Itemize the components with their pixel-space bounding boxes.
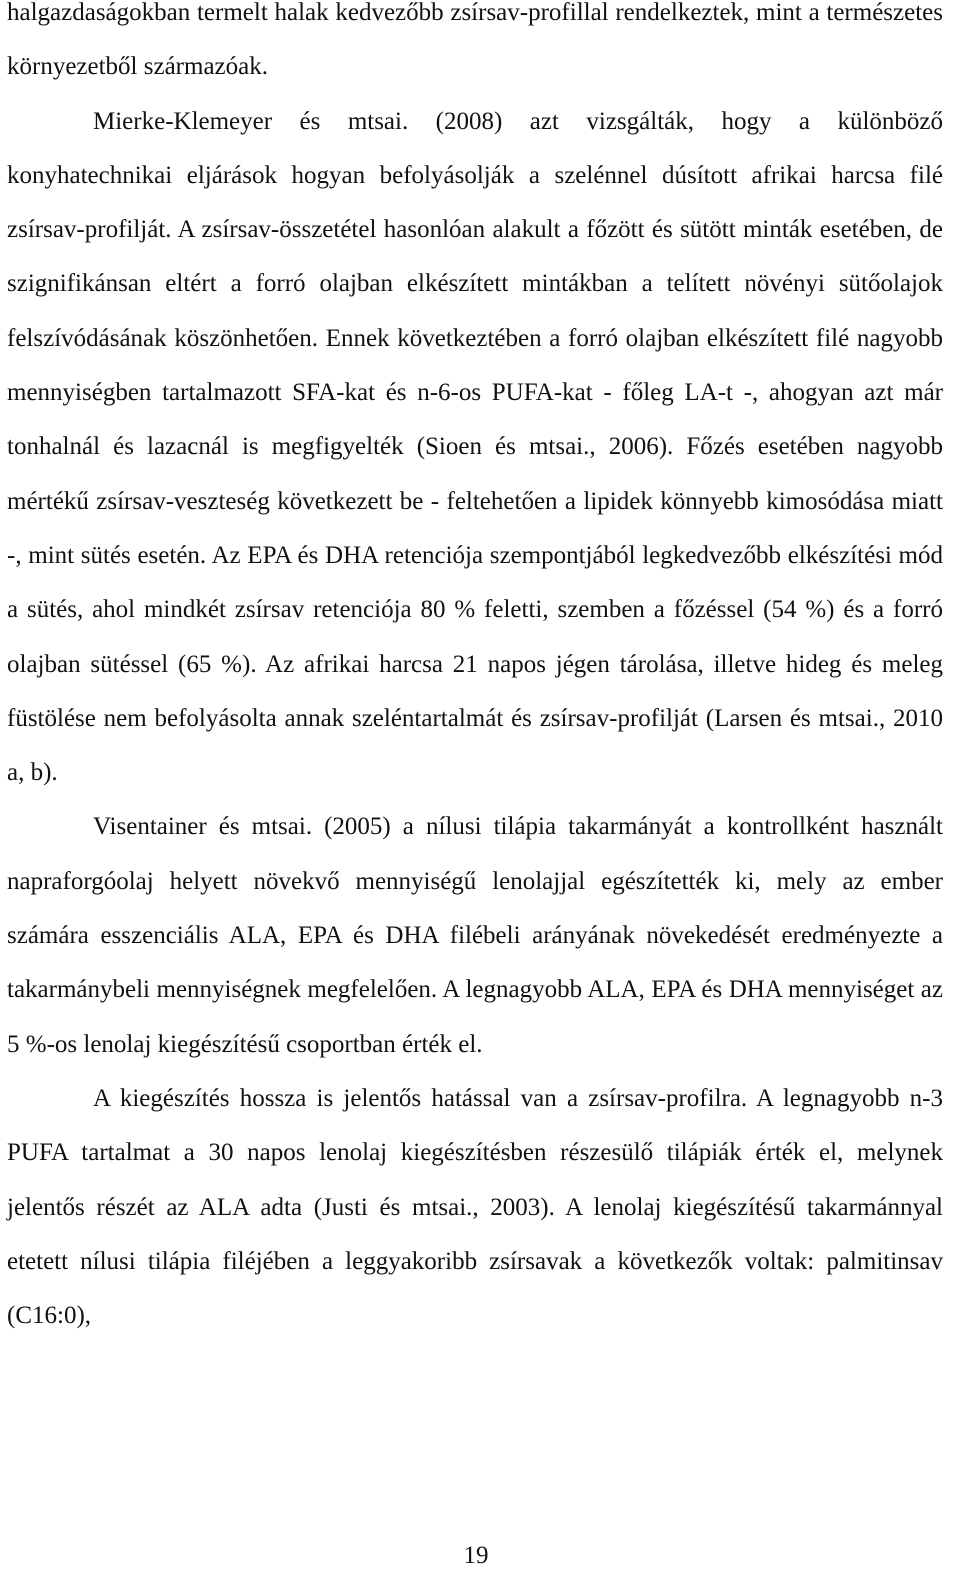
paragraph-visentainer: Visentainer és mtsai. (2005) a nílusi tilápia takarmányát a kontrollként használt napraforgóolaj helyett növekvő mennyiségű lenolajjal egészítették ki, mely az ember számára esszenciális ALA, EPA és DHA filébeli arányának növekedését eredményezte a takarmánybeli mennyiségnek megfelelően. A legnagyobb ALA, EPA és DHA mennyiséget az 5 %-os lenolaj kiegészítésű csoportban érték el. (7, 813, 943, 1058)
paragraph-supplementation-length: A kiegészítés hossza is jelentős hatással van a zsírsav-profilra. A legnagyobb n-3 PUFA tartalmat a 30 napos lenolaj kiegészítésben részesülő tilápiák érték el, melynek jelentős részét az ALA adta (Justi és mtsai., 2003). A lenolaj kiegészítésű takarmánnyal etetett nílusi tilápia filéjében a leggyakoribb zsírsavak a következők voltak: palmitinsav (C16:0), (7, 1084, 943, 1330)
paragraph-continuation: halgazdaságokban termelt halak kedvezőbb zsírsav-profillal rendelkeztek, mint a természetes környezetből származóak. (7, 0, 943, 81)
paragraph-mierke-klemeyer: Mierke-Klemeyer és mtsai. (2008) azt vizsgálták, hogy a különböző konyhatechnikai eljárások hogyan befolyásolják a szelénnel dúsított afrikai harcsa filé zsírsav-profilját. A zsírsav-összetétel hasonlóan alakult a főzött és sütött minták esetében, de szignifikánsan eltért a forró olajban elkészített mintákban a telített növényi sütőolajok felszívódásának köszönhetően. Ennek következtében a forró olajban elkészített filé nagyobb mennyiségben tartalmazott SFA-kat és n-6-os PUFA-kat - főleg LA-t -, ahogyan azt már tonhalnál és lazacnál is megfigyelték (Sioen és mtsai., 2006). Főzés esetében nagyobb mértékű zsírsav-veszteség következett be - feltehetően a lipidek könnyebb kimosódása miatt -, mint sütés esetén. Az EPA és DHA retenciója szempontjából legkedvezőbb elkészítési mód a sütés, ahol mindkét zsírsav retenciója 80 % feletti, szemben a főzéssel (54 %) és a forró olajban sütéssel (65 %). Az afrikai harcsa 21 napos jégen tárolása, illetve hideg és meleg füstölése nem befolyásolta annak szeléntartalmát és zsírsav-profilját (Larsen és mtsai., 2010 a, b). (7, 107, 943, 787)
page-number: 19 (463, 1542, 489, 1569)
body-text (7, 0, 943, 1343)
